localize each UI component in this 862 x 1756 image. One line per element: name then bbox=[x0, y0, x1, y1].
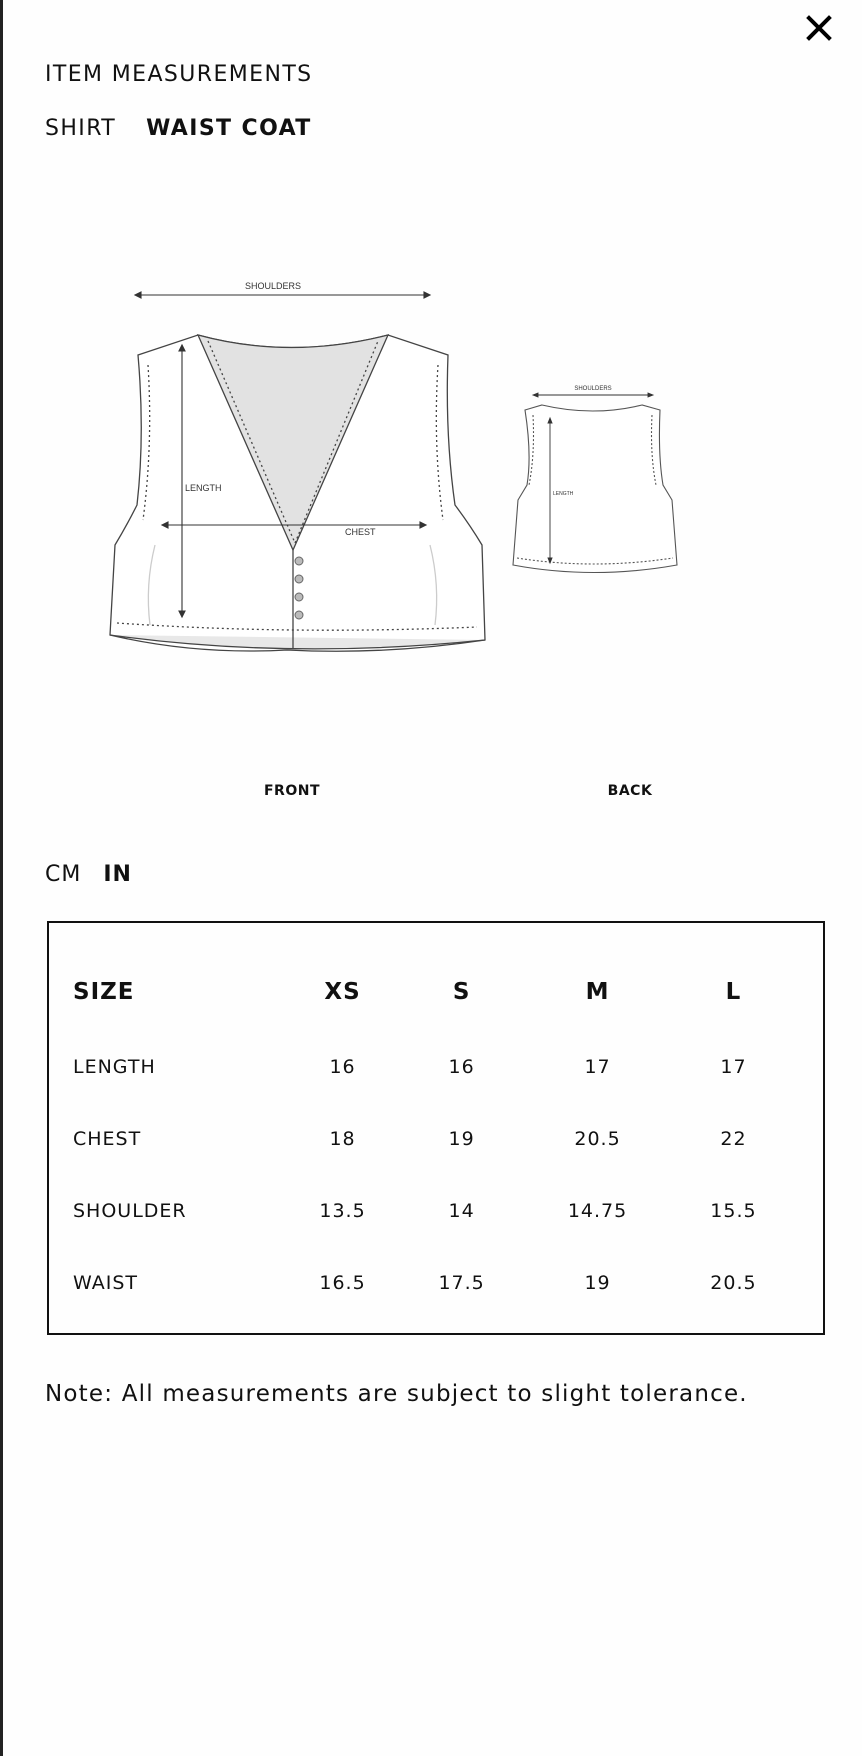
cell-value: 14.75 bbox=[567, 1200, 628, 1222]
cell-value: 19 bbox=[448, 1128, 475, 1150]
front-chest-label: CHEST bbox=[345, 527, 376, 537]
cell-value: 13.5 bbox=[319, 1200, 366, 1222]
close-icon bbox=[805, 14, 833, 42]
cell-value: 16.5 bbox=[319, 1272, 366, 1294]
measurement-diagram bbox=[45, 165, 765, 815]
unit-toggle bbox=[45, 862, 132, 887]
cell-value: 22 bbox=[720, 1128, 747, 1150]
cell-value: 16 bbox=[448, 1056, 475, 1078]
tolerance-note: Note: All measurements are subject to slight tolerance. bbox=[45, 1381, 748, 1407]
garment-tabs bbox=[45, 116, 312, 141]
back-length-label: LENGTH bbox=[553, 491, 574, 497]
header-m: M bbox=[585, 979, 610, 1005]
cell-value: 17 bbox=[584, 1056, 611, 1078]
table-row bbox=[73, 1175, 793, 1247]
table-row bbox=[73, 1031, 793, 1103]
unit-cm-button[interactable]: CM bbox=[45, 862, 82, 887]
cell-value: 20.5 bbox=[710, 1272, 757, 1294]
row-label: LENGTH bbox=[73, 1056, 156, 1078]
size-table-container bbox=[47, 921, 825, 1335]
back-vest-drawing bbox=[513, 405, 677, 573]
row-label: WAIST bbox=[73, 1272, 139, 1294]
front-shoulders-label: SHOULDERS bbox=[244, 281, 302, 291]
cell-value: 17 bbox=[720, 1056, 747, 1078]
tab-shirt[interactable]: SHIRT bbox=[45, 116, 117, 141]
tab-waist-coat[interactable]: WAIST COAT bbox=[146, 116, 312, 141]
table-row bbox=[73, 1103, 793, 1175]
cell-value: 14 bbox=[448, 1200, 475, 1222]
row-label: SHOULDER bbox=[73, 1200, 187, 1222]
back-shoulders-label: SHOULDERS bbox=[574, 386, 612, 392]
front-label: FRONT bbox=[263, 783, 321, 799]
close-button[interactable] bbox=[799, 8, 839, 48]
size-table bbox=[73, 953, 793, 1319]
table-header-row bbox=[73, 953, 793, 1031]
cell-value: 17.5 bbox=[438, 1272, 485, 1294]
unit-in-button[interactable]: IN bbox=[103, 862, 132, 887]
modal-title: ITEM MEASUREMENTS bbox=[45, 62, 313, 87]
cell-value: 16 bbox=[329, 1056, 356, 1078]
table-row bbox=[73, 1247, 793, 1319]
cell-value: 18 bbox=[329, 1128, 356, 1150]
row-label: CHEST bbox=[73, 1128, 142, 1150]
front-vest-drawing bbox=[110, 335, 485, 651]
header-size: SIZE bbox=[73, 979, 135, 1005]
back-label: BACK bbox=[607, 783, 653, 799]
header-l: L bbox=[725, 979, 742, 1005]
header-s: S bbox=[452, 979, 471, 1005]
cell-value: 19 bbox=[584, 1272, 611, 1294]
vest-diagram-image bbox=[45, 165, 765, 815]
cell-value: 15.5 bbox=[710, 1200, 757, 1222]
front-length-label: LENGTH bbox=[185, 483, 222, 493]
cell-value: 20.5 bbox=[574, 1128, 621, 1150]
header-xs: XS bbox=[324, 979, 361, 1005]
